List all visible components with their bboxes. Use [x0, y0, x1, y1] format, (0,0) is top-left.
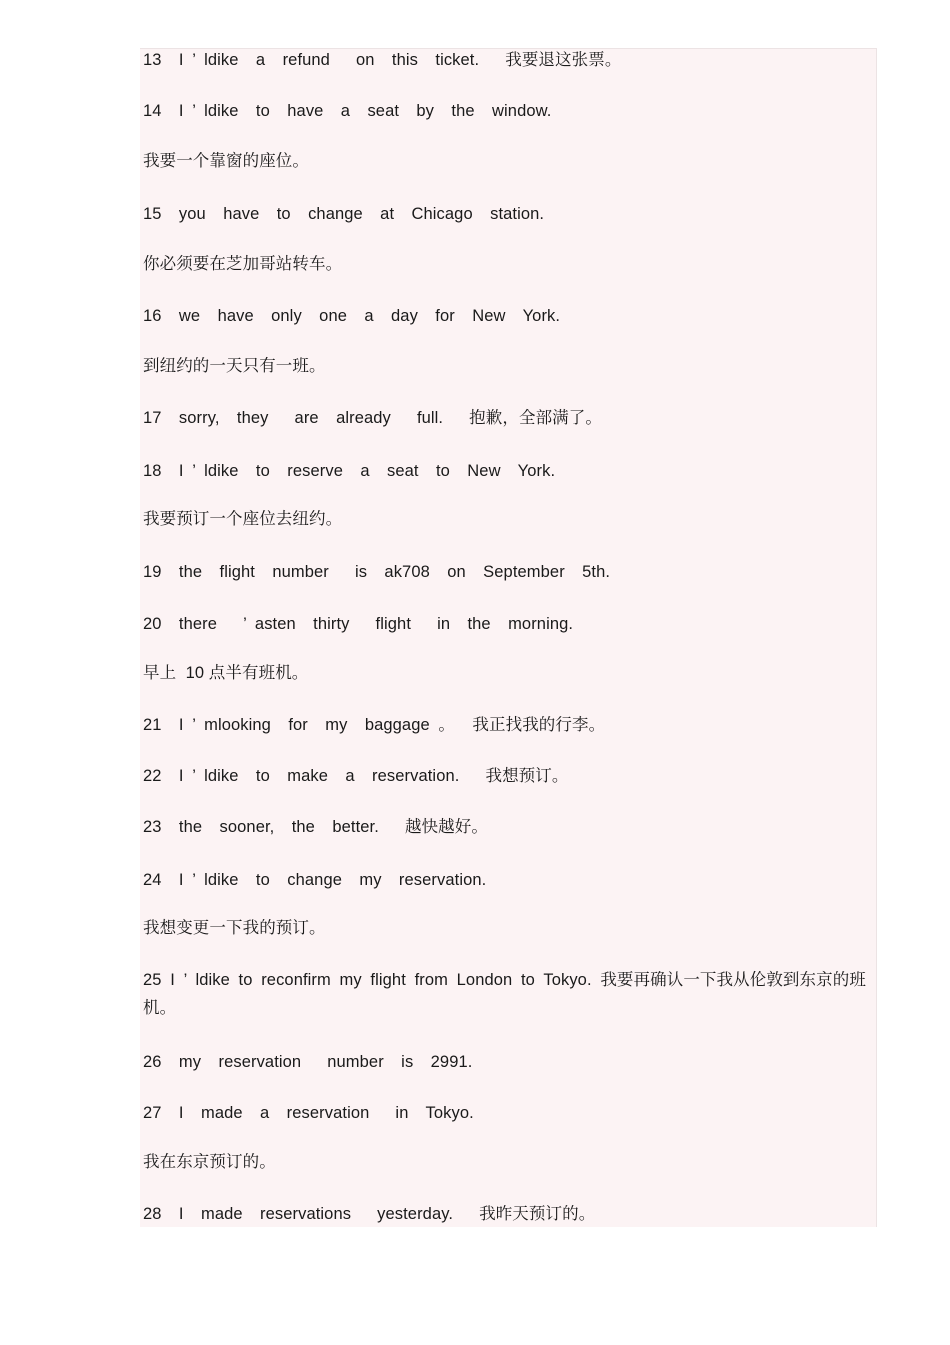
sentence-16: 16 we have only one a day for New York. — [143, 307, 561, 325]
sentence-15: 15 you have to change at Chicago station. — [143, 205, 545, 223]
translation-27: 我在东京预订的。 — [143, 1153, 276, 1171]
sentence-25: 25 I ’ ldike to reconfirm my flight from London to Tokyo. 我要再确认一下我从伦敦到东京的班机。 — [143, 971, 866, 1017]
translation-15: 你必须要在芝加哥站转车。 — [143, 255, 343, 273]
sentence-18: 18 I ’ ldike to reserve a seat to New York. — [143, 462, 556, 480]
translation-16: 到纽约的一天只有一班。 — [143, 357, 326, 375]
sentence-14: 14 I ’ ldike to have a seat by the window. — [143, 102, 552, 120]
sentence-27: 27 I made a reservation in Tokyo. — [143, 1104, 474, 1122]
translation-20: 早上 10 点半有班机。 — [143, 664, 309, 682]
sentence-17: 17 sorry, they are already full. 抱歉，全部满了。 — [143, 409, 602, 427]
sentence-26: 26 my reservation number is 2991. — [143, 1053, 473, 1071]
translation-18: 我要预订一个座位去纽约。 — [143, 510, 343, 528]
translation-14: 我要一个靠窗的座位。 — [143, 152, 309, 170]
translation-24: 我想变更一下我的预订。 — [143, 919, 326, 937]
sentence-20: 20 there ’ asten thirty flight in the morning. — [143, 615, 574, 633]
sentence-23: 23 the sooner, the better. 越快越好。 — [143, 818, 488, 836]
sentence-28: 28 I made reservations yesterday. 我昨天预订的。 — [143, 1205, 596, 1223]
sentence-21: 21 I ’ mlooking for my baggage 。 我正找我的行李。 — [143, 716, 606, 734]
sentence-24: 24 I ’ ldike to change my reservation. — [143, 871, 487, 889]
sentence-22: 22 I ’ ldike to make a reservation. 我想预订。 — [143, 767, 569, 785]
sentence-19: 19 the flight number is ak708 on September 5th. — [143, 563, 611, 581]
sentence-13: 13 I ’ ldike a refund on this ticket. 我要退这张票。 — [143, 51, 622, 69]
